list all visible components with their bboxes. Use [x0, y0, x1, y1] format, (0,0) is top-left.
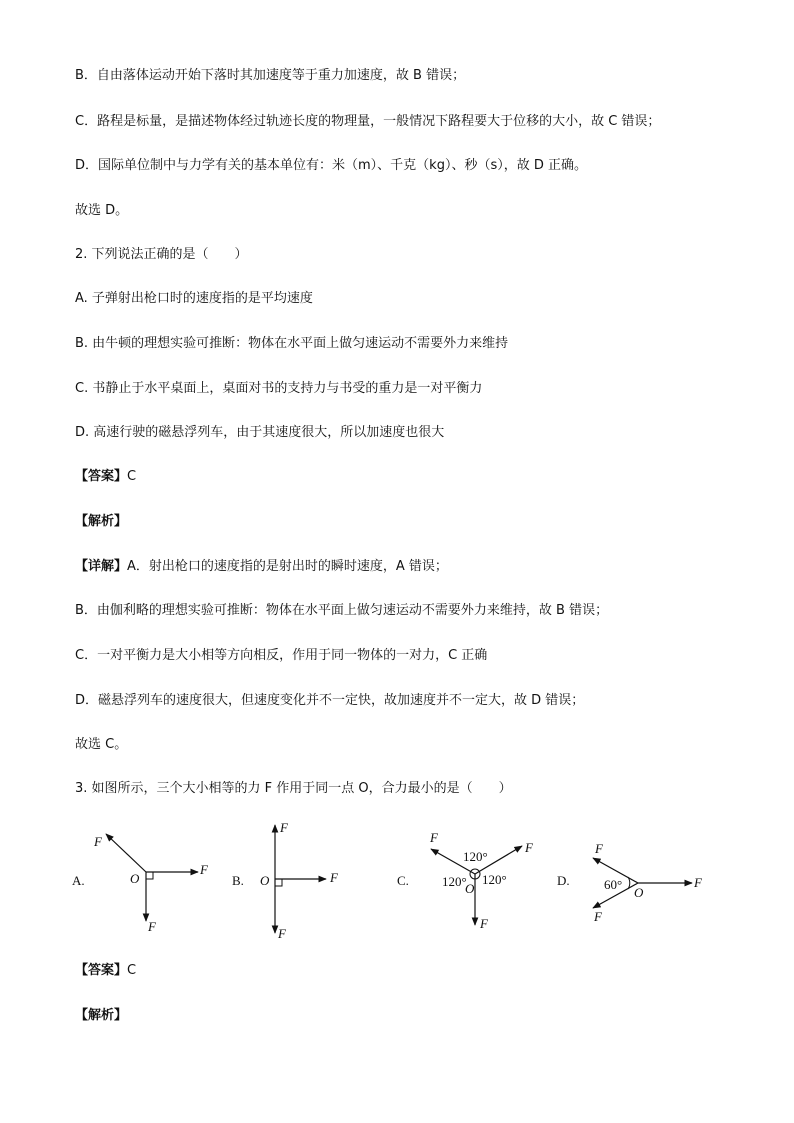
force-diagrams	[60, 815, 740, 945]
angle-label: 120°	[482, 872, 507, 887]
force-label: F	[480, 916, 488, 931]
option-d: D. 高速行驶的磁悬浮列车，由于其速度很大，所以加速度也很大	[75, 425, 445, 440]
diagram-a	[72, 834, 209, 934]
answer-line	[75, 468, 136, 486]
option-label-a: A.	[72, 873, 85, 888]
text-line: C．路程是标量，是描述物体经过轨迹长度的物理量，一般情况下路程要大于位移的大小，故 C 错误；	[75, 114, 661, 129]
angle-label: 60°	[604, 877, 623, 892]
force-label: F	[148, 919, 156, 934]
diagram-d	[557, 841, 703, 924]
answer-tag: 【答案】	[75, 469, 128, 484]
point-label: O	[130, 871, 140, 886]
diagram-b	[232, 820, 339, 941]
analysis-tag: 【解析】	[75, 514, 128, 529]
conclusion: 故选 C。	[75, 737, 128, 752]
point-label: O	[260, 873, 270, 888]
force-label: F	[525, 840, 533, 855]
force-label: F	[430, 830, 438, 845]
force-label: F	[200, 862, 208, 877]
point-label: O	[465, 881, 475, 896]
detail-tag: 【详解】	[75, 559, 128, 574]
detail-line	[75, 558, 448, 576]
answer-value: C	[127, 469, 137, 484]
option-label-b: B.	[232, 873, 244, 888]
analysis-tag: 【解析】	[75, 1008, 128, 1023]
diagram-c	[397, 830, 534, 931]
angle-label: 120°	[442, 874, 467, 889]
detail-b: B．由伽利略的理想实验可推断：物体在水平面上做匀速运动不需要外力来维持，故 B 错误；	[75, 603, 609, 618]
option-c: C. 书静止于水平桌面上，桌面对书的支持力与书受的重力是一对平衡力	[75, 381, 483, 396]
force-label: F	[594, 909, 602, 924]
detail-c: C．一对平衡力是大小相等方向相反，作用于同一物体的一对力，C 正确	[75, 648, 488, 663]
point-label: O	[634, 885, 644, 900]
angle-label: 120°	[463, 849, 488, 864]
option-label-d: D.	[557, 873, 570, 888]
text-line: D．国际单位制中与力学有关的基本单位有：米（m）、千克（kg）、秒（s），故 D 正确。	[75, 158, 588, 173]
question-2: 2. 下列说法正确的是（ ）	[75, 247, 248, 262]
force-label: F	[278, 926, 286, 941]
force-label: F	[595, 841, 603, 856]
answer-tag: 【答案】	[75, 963, 128, 978]
detail-d: D．磁悬浮列车的速度很大，但速度变化并不一定快，故加速度并不一定大，故 D 错误；	[75, 693, 585, 708]
force-label: F	[694, 875, 702, 890]
question-3: 3. 如图所示，三个大小相等的力 F 作用于同一点 O，合力最小的是（ ）	[75, 781, 512, 796]
force-label: F	[94, 834, 102, 849]
detail-a: A．射出枪口的速度指的是射出时的瞬时速度，A 错误；	[127, 559, 448, 574]
text-line: B．自由落体运动开始下落时其加速度等于重力加速度，故 B 错误；	[75, 68, 466, 83]
answer-line-3	[75, 962, 136, 980]
text-line: 故选 D。	[75, 203, 129, 218]
option-label-c: C.	[397, 873, 409, 888]
force-label: F	[280, 820, 288, 835]
force-diagram-figure	[60, 815, 740, 945]
answer-value: C	[127, 963, 137, 978]
option-a: A. 子弹射出枪口时的速度指的是平均速度	[75, 291, 313, 306]
force-label: F	[330, 870, 338, 885]
option-b: B. 由牛顿的理想实验可推断：物体在水平面上做匀速运动不需要外力来维持	[75, 336, 509, 351]
